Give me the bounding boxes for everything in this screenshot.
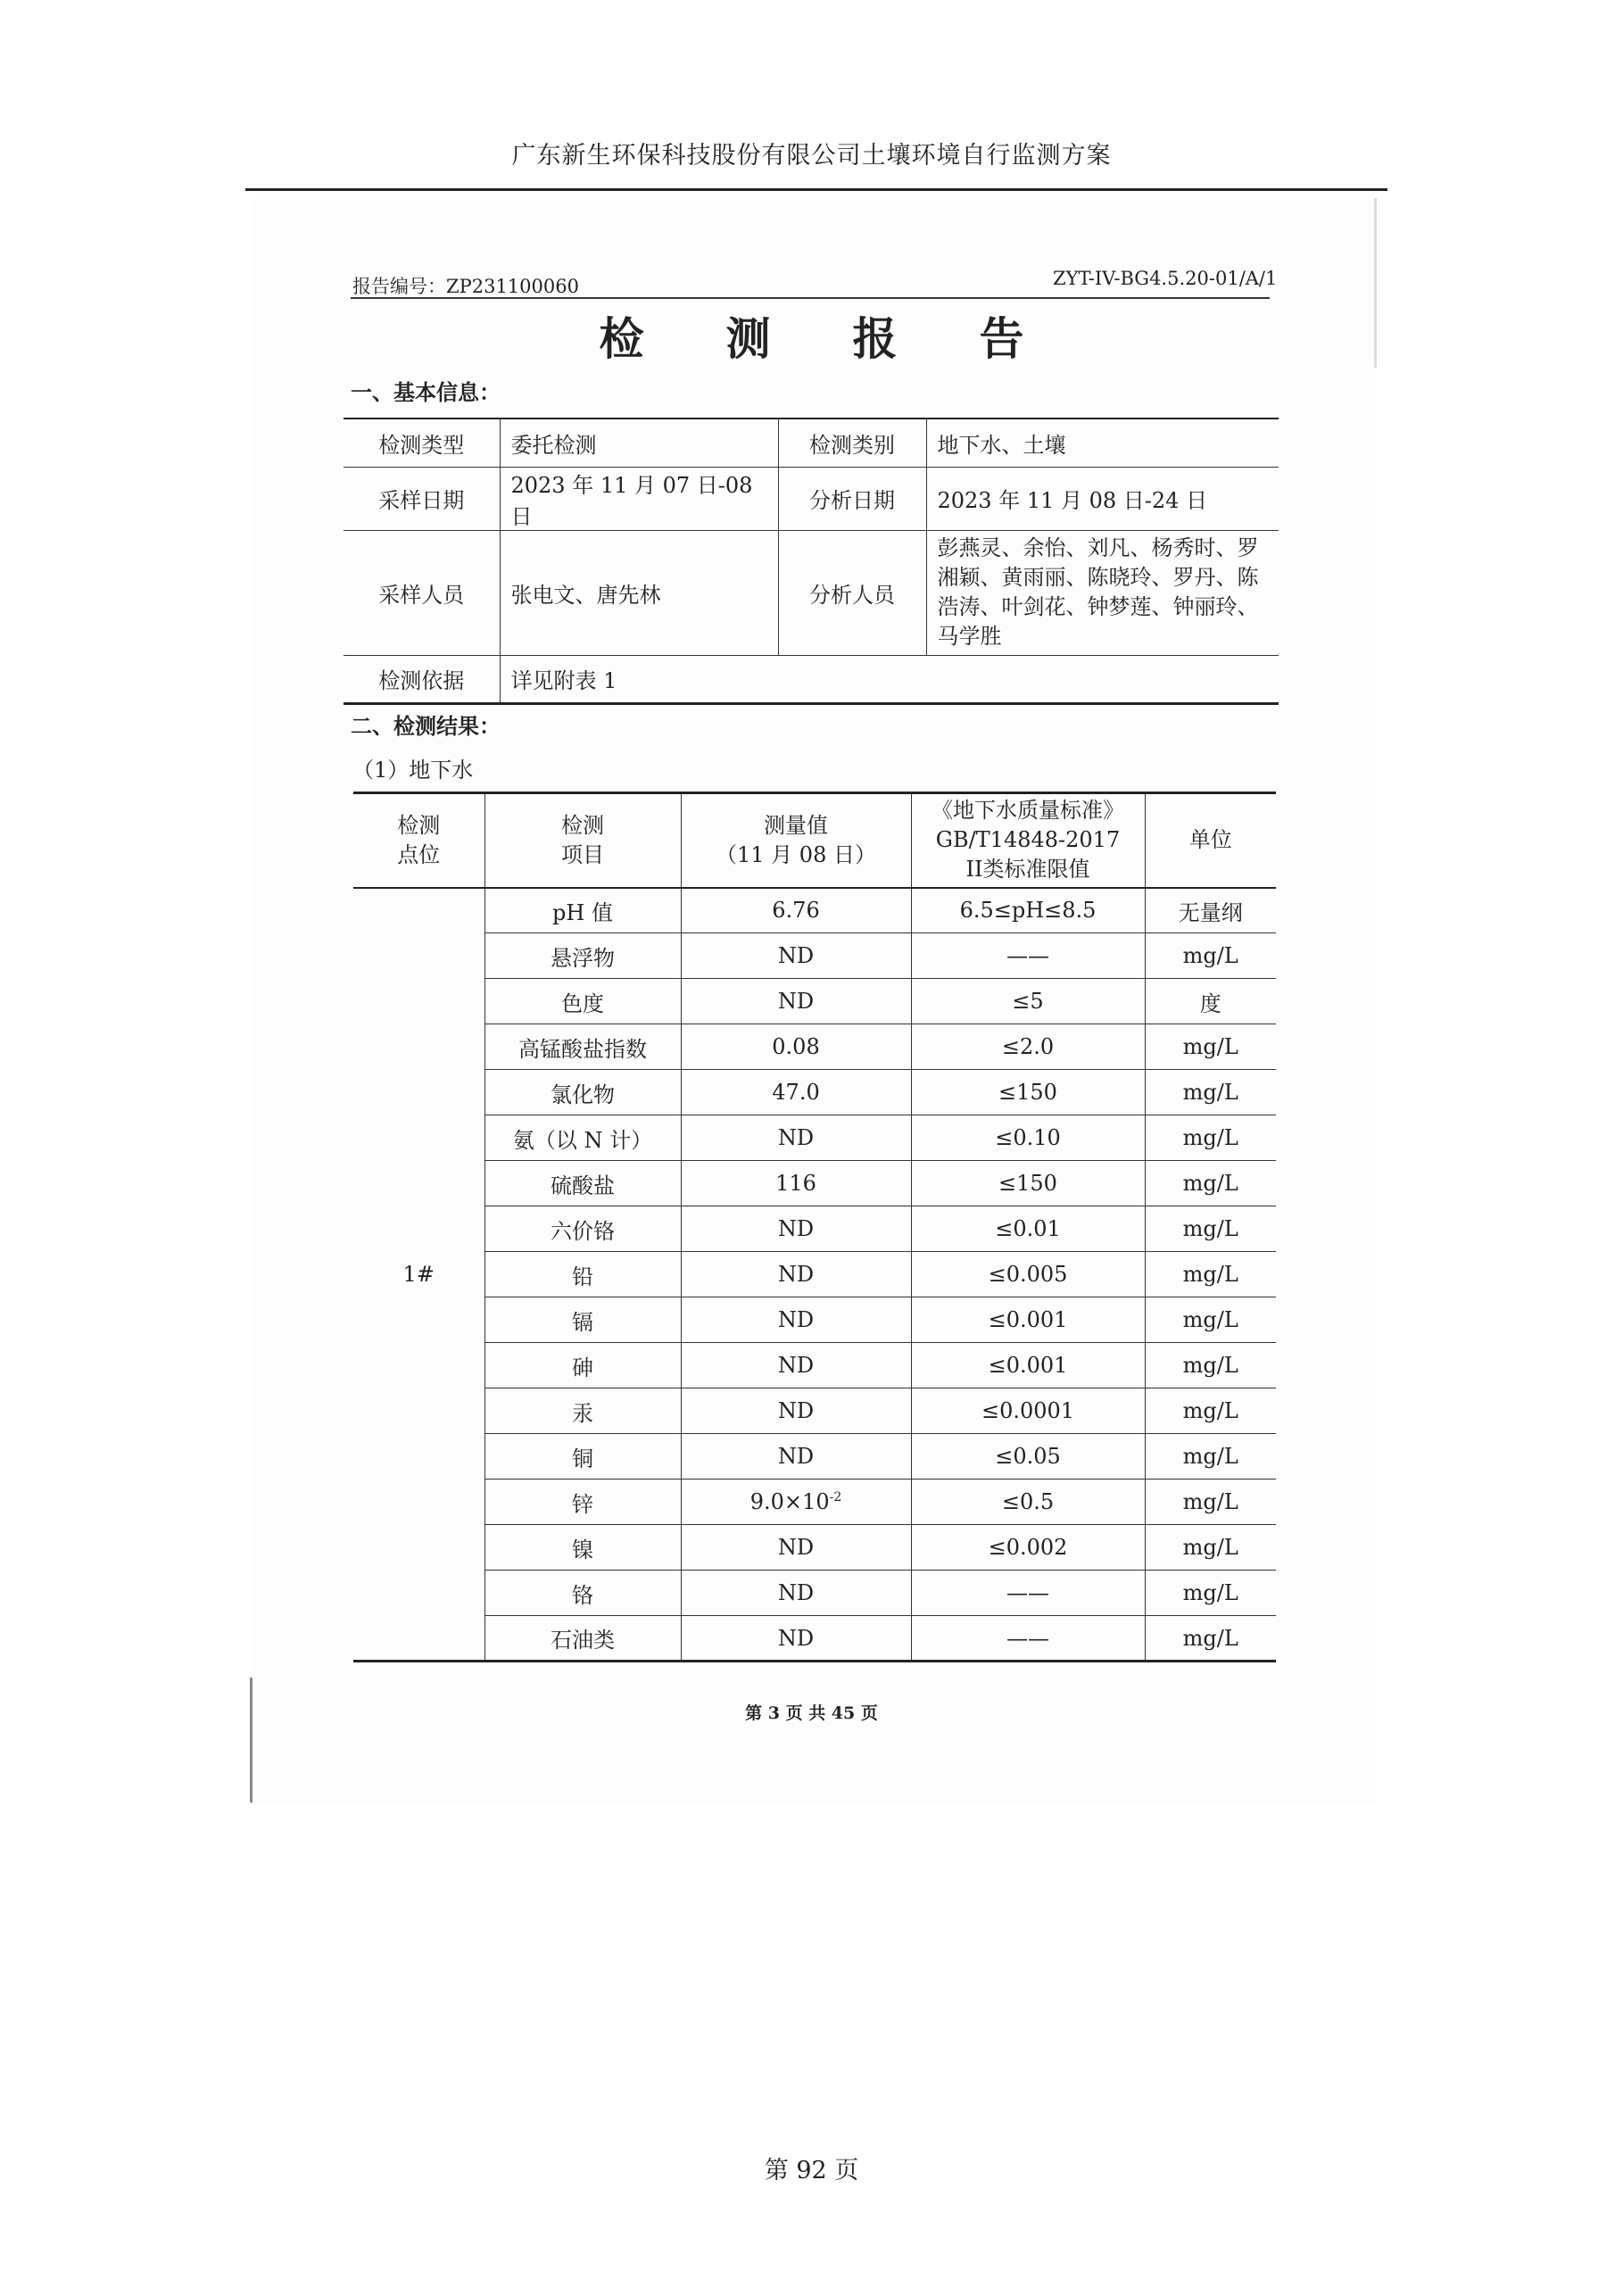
- document-page-number: 第 92 页: [764, 2157, 859, 2184]
- limit-cell: ≤0.01: [911, 1206, 1145, 1252]
- table-row: [353, 1480, 1276, 1525]
- scan-edge: [250, 1678, 253, 1803]
- header-standard: 《地下水质量标准》 GB/T14848-2017 II类标准限值: [911, 793, 1145, 888]
- item-cell: 六价铬: [484, 1206, 681, 1252]
- table-row: [353, 1161, 1276, 1206]
- item-cell: 镍: [484, 1525, 681, 1571]
- table-row: [353, 1388, 1276, 1434]
- value-cell: ND: [681, 979, 911, 1024]
- unit-cell: mg/L: [1145, 1434, 1276, 1480]
- unit-cell: mg/L: [1145, 1070, 1276, 1115]
- report-top-rule: [351, 297, 1270, 299]
- sampler-value: 张电文、唐先林: [500, 530, 778, 655]
- value-cell: ND: [681, 1115, 911, 1161]
- limit-cell: ≤150: [911, 1161, 1145, 1206]
- table-row: [353, 1252, 1276, 1297]
- table-row: [353, 1343, 1276, 1388]
- limit-cell: ——: [911, 933, 1145, 979]
- limit-cell: ≤5: [911, 979, 1145, 1024]
- item-cell: 锌: [484, 1480, 681, 1525]
- value-cell: ND: [681, 1343, 911, 1388]
- table-row: [344, 655, 1279, 703]
- report-number: 报告编号：ZP231100060: [352, 276, 579, 297]
- table-row: [353, 1115, 1276, 1161]
- section-results: 二、检测结果：: [351, 713, 501, 739]
- item-cell: 砷: [484, 1343, 681, 1388]
- unit-cell: mg/L: [1145, 1525, 1276, 1571]
- test-type-value: 委托检测: [500, 419, 778, 467]
- form-code: ZYT-IV-BG4.5.20-01/A/1: [1053, 268, 1278, 289]
- table-row: [344, 419, 1279, 467]
- value-cell: 6.76: [681, 888, 911, 933]
- limit-cell: ≤0.001: [911, 1297, 1145, 1343]
- table-row: [353, 933, 1276, 979]
- analyst-label: 分析人员: [778, 530, 926, 655]
- limit-cell: ——: [911, 1616, 1145, 1662]
- test-category-value: 地下水、土壤: [926, 419, 1279, 467]
- limit-cell: 6.5≤pH≤8.5: [911, 888, 1145, 933]
- limit-cell: ≤0.5: [911, 1480, 1145, 1525]
- limit-cell: ——: [911, 1571, 1145, 1616]
- table-row: [353, 1024, 1276, 1070]
- unit-cell: 无量纲: [1145, 888, 1276, 933]
- unit-cell: mg/L: [1145, 1297, 1276, 1343]
- value-cell: $9.0\times 10^{-2}$: [681, 1480, 911, 1525]
- groundwater-results-table: [353, 792, 1276, 1662]
- value-cell: 0.08: [681, 1024, 911, 1070]
- item-cell: 铅: [484, 1252, 681, 1297]
- table-row: [353, 1434, 1276, 1480]
- header-item: 检测 项目: [484, 793, 681, 888]
- table-row: [353, 1616, 1276, 1662]
- unit-cell: mg/L: [1145, 1388, 1276, 1434]
- item-cell: 高锰酸盐指数: [484, 1024, 681, 1070]
- item-cell: 悬浮物: [484, 933, 681, 979]
- subsection-groundwater: （1）地下水: [352, 758, 474, 783]
- item-cell: pH 值: [484, 888, 681, 933]
- basis-label: 检测依据: [344, 655, 500, 703]
- item-cell: 色度: [484, 979, 681, 1024]
- item-cell: 硫酸盐: [484, 1161, 681, 1206]
- unit-cell: mg/L: [1145, 1343, 1276, 1388]
- unit-cell: mg/L: [1145, 1024, 1276, 1070]
- table-row: [353, 979, 1276, 1024]
- value-cell: 116: [681, 1161, 911, 1206]
- limit-cell: ≤0.0001: [911, 1388, 1145, 1434]
- item-cell: 汞: [484, 1388, 681, 1434]
- unit-cell: mg/L: [1145, 1480, 1276, 1525]
- unit-cell: mg/L: [1145, 1161, 1276, 1206]
- value-cell: ND: [681, 1616, 911, 1662]
- value-cell: ND: [681, 1252, 911, 1297]
- limit-cell: ≤0.10: [911, 1115, 1145, 1161]
- limit-cell: ≤0.005: [911, 1252, 1145, 1297]
- table-row: [353, 1070, 1276, 1115]
- item-cell: 镉: [484, 1297, 681, 1343]
- limit-cell: ≤0.001: [911, 1343, 1145, 1388]
- item-cell: 氨（以 N 计）: [484, 1115, 681, 1161]
- table-row: [344, 467, 1279, 530]
- unit-cell: 度: [1145, 979, 1276, 1024]
- item-cell: 氯化物: [484, 1070, 681, 1115]
- header-value: 测量值 （11 月 08 日）: [681, 793, 911, 888]
- test-category-label: 检测类别: [778, 419, 926, 467]
- header-rule: [245, 188, 1387, 191]
- document-header: 广东新生环保科技股份有限公司土壤环境自行监测方案: [511, 142, 1112, 170]
- value-cell: ND: [681, 1206, 911, 1252]
- limit-cell: ≤150: [911, 1070, 1145, 1115]
- value-cell: ND: [681, 1434, 911, 1480]
- item-cell: 铜: [484, 1434, 681, 1480]
- value-cell: ND: [681, 1525, 911, 1571]
- value-cell: ND: [681, 1571, 911, 1616]
- limit-cell: ≤0.05: [911, 1434, 1145, 1480]
- sampling-date-label: 采样日期: [344, 467, 500, 530]
- sampling-date-value: 2023 年 11 月 07 日-08 日: [500, 467, 778, 530]
- limit-cell: ≤2.0: [911, 1024, 1145, 1070]
- unit-cell: mg/L: [1145, 1616, 1276, 1662]
- table-row: [353, 1297, 1276, 1343]
- test-type-label: 检测类型: [344, 419, 500, 467]
- header-site: 检测 点位: [353, 793, 484, 888]
- unit-cell: mg/L: [1145, 933, 1276, 979]
- unit-cell: mg/L: [1145, 1115, 1276, 1161]
- limit-cell: ≤0.002: [911, 1525, 1145, 1571]
- table-row: [353, 1525, 1276, 1571]
- table-header-row: [353, 793, 1276, 888]
- value-cell: ND: [681, 1297, 911, 1343]
- header-unit: 单位: [1145, 793, 1276, 888]
- site-cell: 1#: [353, 888, 484, 1662]
- analyst-value: 彭燕灵、余怡、刘凡、杨秀时、罗湘颖、黄雨丽、陈晓玲、罗丹、陈浩涛、叶剑花、钟梦莲、钟丽玲、马学胜: [926, 530, 1279, 655]
- table-row: [344, 530, 1279, 655]
- unit-cell: mg/L: [1145, 1206, 1276, 1252]
- unit-cell: mg/L: [1145, 1571, 1276, 1616]
- analysis-date-value: 2023 年 11 月 08 日-24 日: [926, 467, 1279, 530]
- table-row: [353, 1206, 1276, 1252]
- unit-cell: mg/L: [1145, 1252, 1276, 1297]
- report-title: 检测报告: [599, 312, 1106, 365]
- analysis-date-label: 分析日期: [778, 467, 926, 530]
- basis-value: 详见附表 1: [500, 655, 1279, 703]
- table-row: [353, 1571, 1276, 1616]
- sampler-label: 采样人员: [344, 530, 500, 655]
- table-row: [353, 888, 1276, 933]
- item-cell: 铬: [484, 1571, 681, 1616]
- value-cell: ND: [681, 1388, 911, 1434]
- report-page-number: 第 3 页 共 45 页: [745, 1703, 878, 1723]
- basic-info-table: [344, 418, 1279, 705]
- value-cell: 47.0: [681, 1070, 911, 1115]
- item-cell: 石油类: [484, 1616, 681, 1662]
- value-cell: ND: [681, 933, 911, 979]
- section-basic-info: 一、基本信息：: [351, 379, 501, 405]
